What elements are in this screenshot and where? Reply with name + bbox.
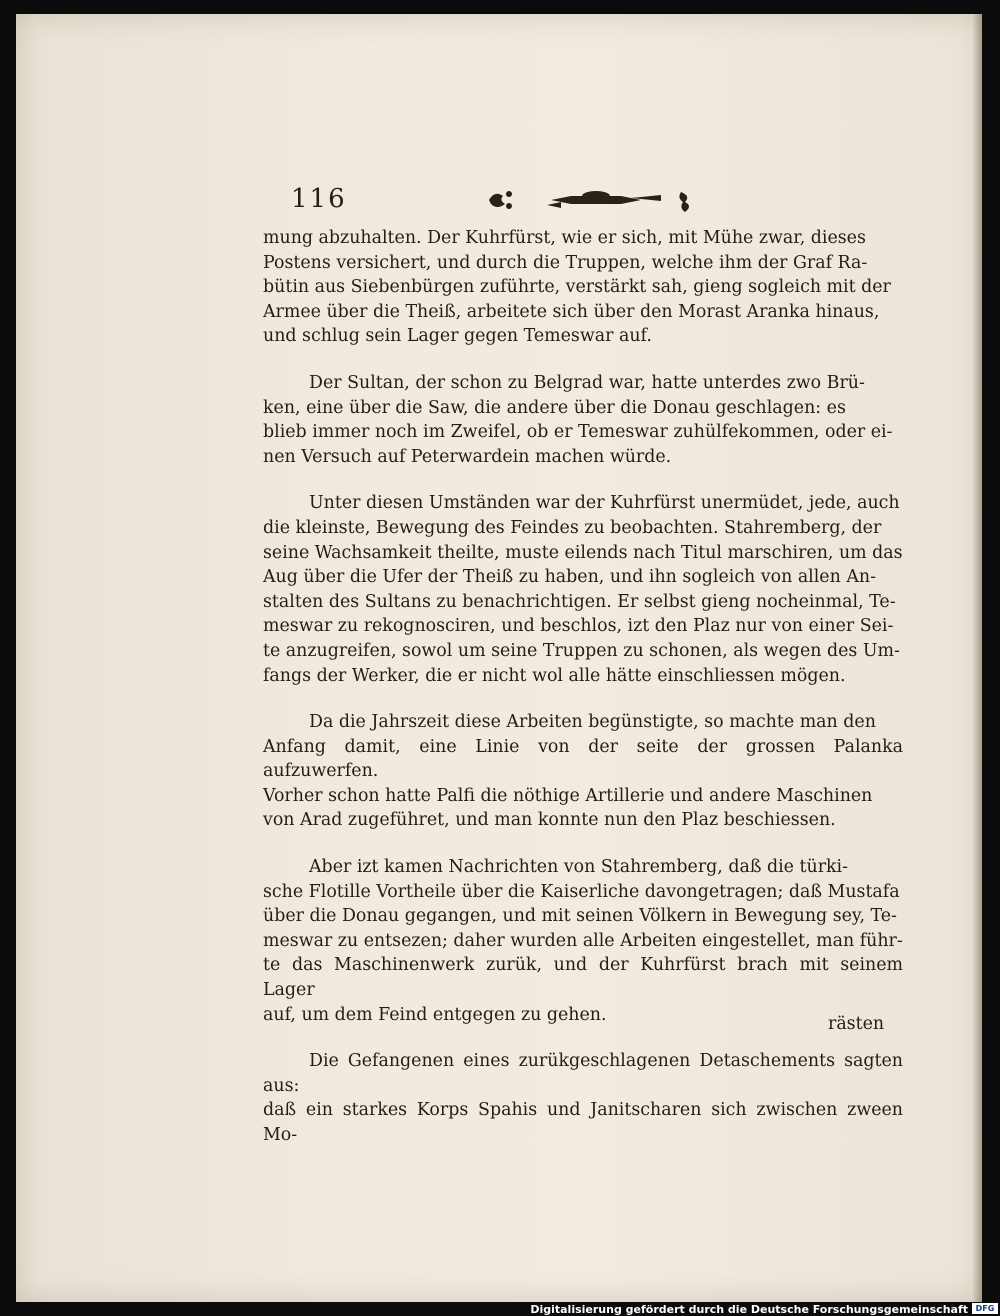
page-edge-shadow [972,14,982,1302]
printer-ornament-icon [481,186,711,214]
dfg-logo: DFG [972,1303,998,1314]
paragraph-6: Die Gefangenen eines zurükgeschlagenen Detaschements sagten aus: daß ein starkes Korps Spahis und Janitscharen sich zwischen zween Mo- [263,1051,903,1145]
body-text [263,226,903,1170]
catchword: rästen [828,1014,885,1034]
paragraph-1: mung abzuhalten. Der Kuhrfürst, wie er sich, mit Mühe zwar, dieses Postens versichert, und durch die Truppen, welche ihm der Graf Ra- bütin aus Siebenbürgen zuführte, verstärkt sah, gieng sogleich mit der Armee über die Theiß, arbeitete sich über den Morast Aranka hinaus, und schlug sein Lager gegen Temeswar auf. [263,228,891,347]
paragraph-3: Unter diesen Umständen war der Kuhrfürst unermüdet, jede, auch die kleinste, Bewegung des Feindes zu beobachten. Stahremberg, der seine Wachsamkeit theilte, muste eilends nach Titul marschiren, um das Aug über die Ufer der Theiß zu haben, und ihn sogleich von allen An- stalten des Sultans zu benachrichtigen. Er selbst gieng nocheinmal, Te- meswar zu rekognosciren, und beschlos, izt den Plaz nur von einer Sei- te anzugreifen, sowol um seine Truppen zu schonen, als wegen des Um- fangs der Werker, die er nicht wol alle hätte einschliessen mögen. [263,493,903,686]
page-header [291,182,731,222]
page-number: 116 [291,184,347,214]
paragraph-5: Aber izt kamen Nachrichten von Stahremberg, daß die türki- sche Flotille Vortheile über die Kaiserliche davongetragen; daß Mustafa über die Donau gegangen, und mit seinen Völkern in Bewegung sey, Te- meswar zu entsezen; daher wurden alle Arbeiten eingestellet, man führ- te das Maschinenwerk zurük, und der Kuhrfürst brach mit seinem Lager auf, um dem Feind entgegen zu gehen. [263,857,903,1025]
funding-credit: Digitalisierung gefördert durch die Deutsche Forschungsgemeinschaft [530,1303,968,1316]
paragraph-2: Der Sultan, der schon zu Belgrad war, hatte unterdes zwo Brü- ken, eine über die Saw, die andere über die Donau geschlagen: es blieb immer noch im Zweifel, ob er Temeswar zuhülfekommen, oder ei- nen Versuch auf Peterwardein machen würde. [263,372,893,467]
book-page [16,14,982,1302]
paragraph-4: Da die Jahrszeit diese Arbeiten begünstigte, so machte man den Anfang damit, eine Linie von der seite der grossen Palanka aufzuwerfen. Vorher schon hatte Palfi die nöthige Artillerie und andere Maschinen von Arad zugeführet, und man konnte nun den Plaz beschiessen. [263,712,903,831]
